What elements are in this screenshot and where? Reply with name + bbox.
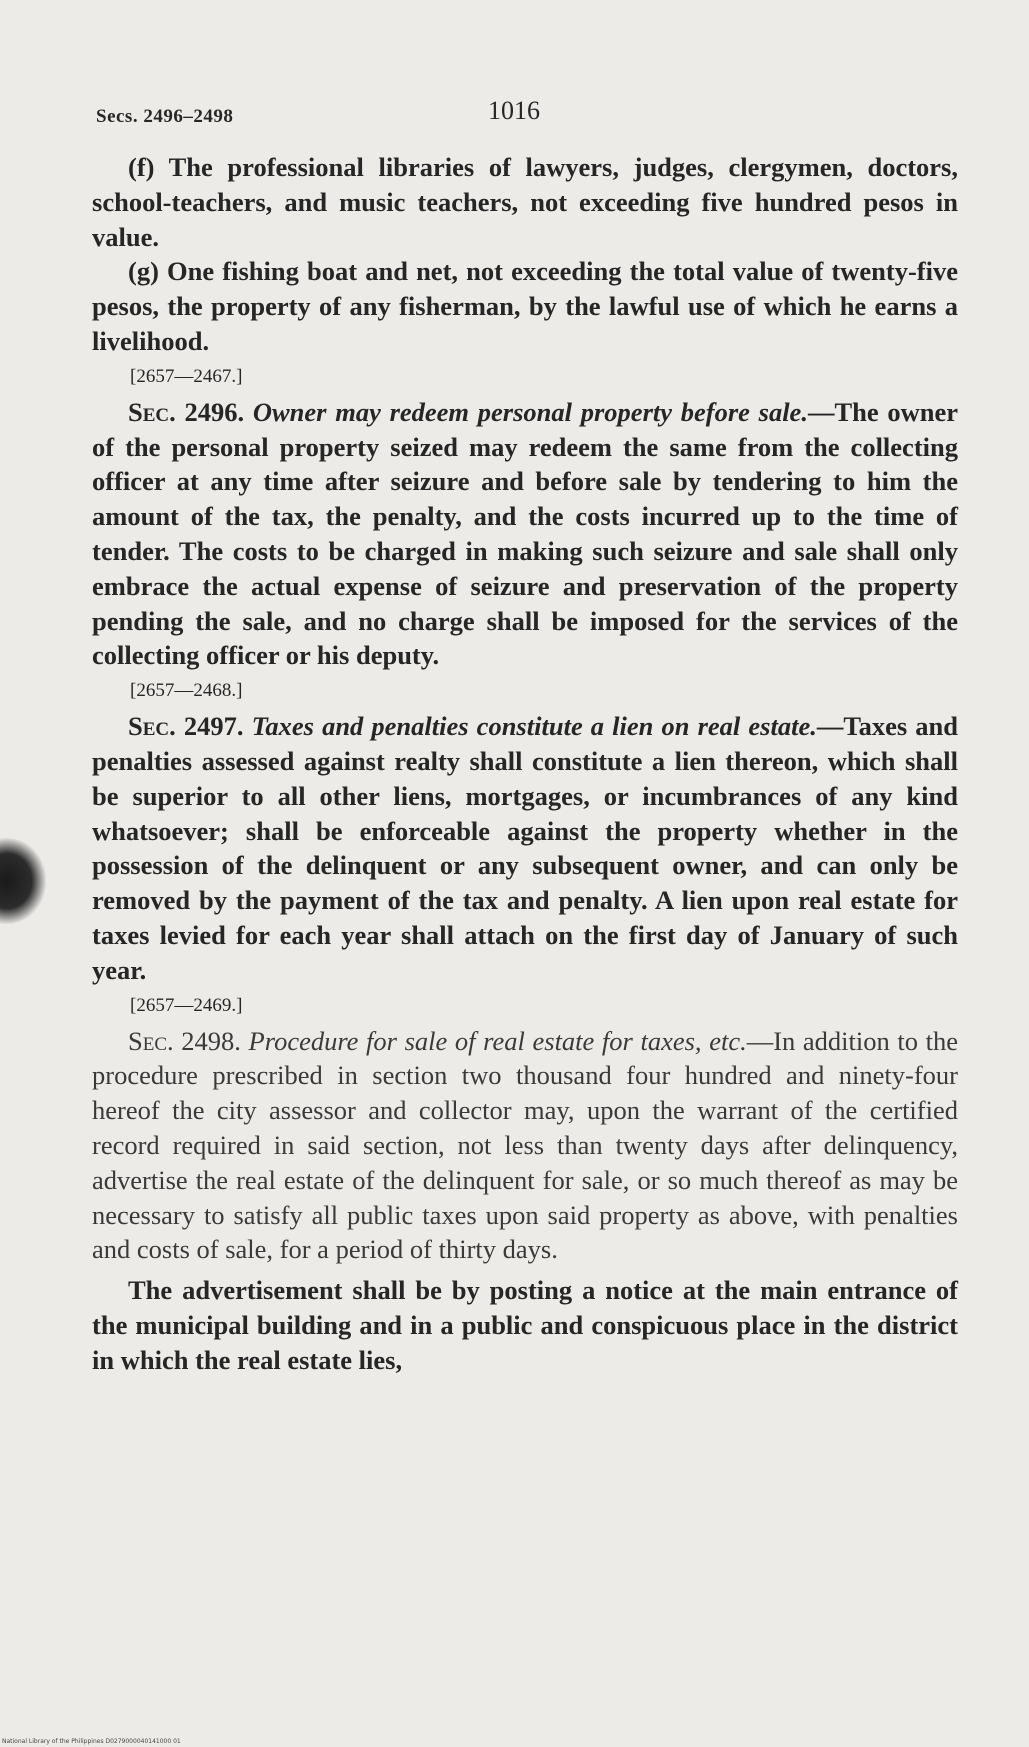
section-label: Sec. 2497. bbox=[128, 711, 244, 742]
section-range: Secs. 2496–2498 bbox=[96, 106, 234, 127]
page-header bbox=[96, 96, 956, 130]
paragraph-f: (f) The professional libraries of lawyers, judges, clergymen, doctors, school-teachers, and music teachers, not exceeding five hundred pesos in value. bbox=[92, 152, 958, 252]
section-title: Procedure for sale of real estate for taxes, etc. bbox=[248, 1025, 747, 1056]
page-number: 1016 bbox=[488, 96, 540, 125]
paragraph-g: (g) One fishing boat and net, not exceeding the total value of twenty-five pesos, the property of any fisherman, by the lawful use of which he earns a livelihood. bbox=[92, 256, 958, 356]
page-body bbox=[92, 150, 958, 1404]
section-label: Sec. 2496. bbox=[128, 396, 245, 427]
citation-2498: [2657—2469.] bbox=[130, 994, 243, 1016]
citation-2497: [2657—2468.] bbox=[130, 680, 243, 702]
section-2496 bbox=[92, 395, 958, 673]
section-text: —The owner of the personal property seized may redeem the same from the collecting officer at any time after seizure and before sale by tendering to him the amount of the tax, the penalty, and the costs incurred up to the time of tender. The costs to be charged in making such seizure and sale shall only embrace the actual expense of seizure and preservation of the property pending the sale, and no charge shall be imposed for the services of the collecting officer or his deputy. bbox=[92, 396, 959, 671]
section-title: Owner may redeem personal property before sale. bbox=[252, 396, 808, 427]
final-paragraph: The advertisement shall be by posting a notice at the main entrance of the municipal building and in a public and conspicuous place in the district in which the real estate lies, bbox=[92, 1275, 958, 1375]
citation-2496: [2657—2467.] bbox=[130, 365, 243, 387]
section-text: —In addition to the procedure prescribed in section two thousand four hundred and ninety-four hereof the city assessor and collector may, upon the warrant of the certified record required in said section, not less than twenty days after delinquency, advertise the real estate of the delinquent for sale, or so much thereof as may be necessary to satisfy all public taxes upon said property as above, with penalties and costs of sale, for a period of thirty days. bbox=[92, 1025, 958, 1265]
section-text: —Taxes and penalties assessed against realty shall constitute a lien thereon, which shall be superior to all other liens, mortgages, or incumbrances of any kind whatsoever; shall be enforceable against the property whether in the possession of the delinquent or any subsequent owner, and can only be removed by the payment of the tax and penalty. A lien upon real estate for taxes levied for each year shall attach on the first day of January of such year. bbox=[92, 711, 958, 985]
binding-shadow bbox=[0, 838, 46, 924]
section-2497 bbox=[92, 709, 958, 987]
section-2498 bbox=[92, 1024, 958, 1268]
scan-credit: National Library of the Philippines D0279000040141000 01 bbox=[2, 1738, 181, 1745]
section-title: Taxes and penalties constitute a lien on real estate. bbox=[251, 711, 817, 742]
section-label: Sec. 2498. bbox=[128, 1025, 241, 1056]
